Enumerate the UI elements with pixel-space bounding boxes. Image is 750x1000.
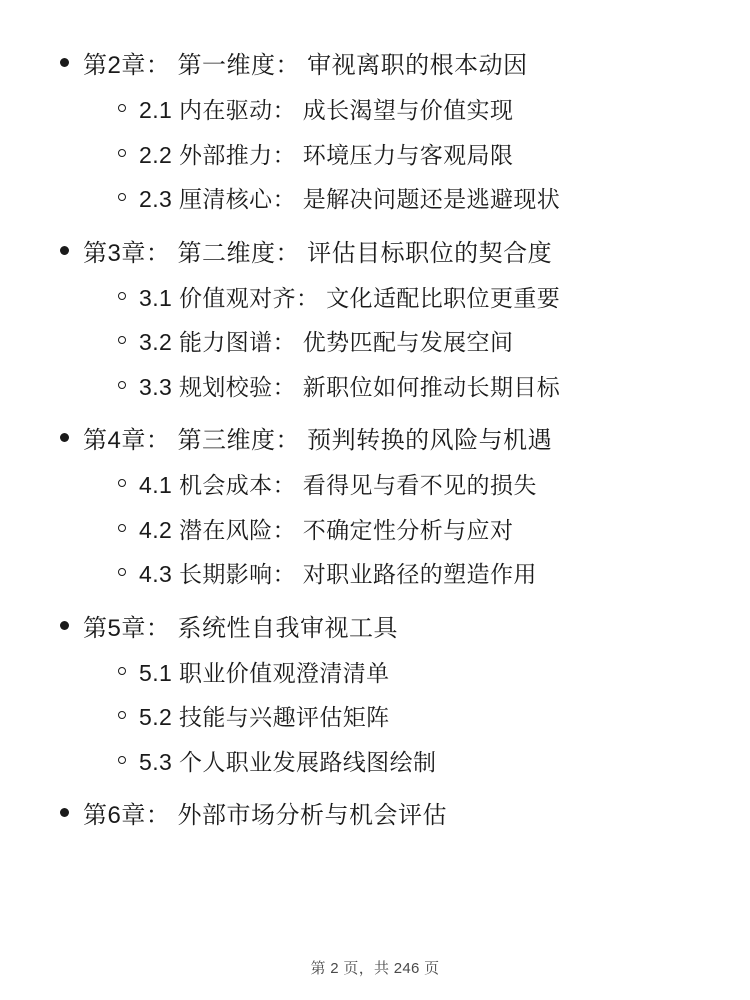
toc-section-item[interactable]	[118, 508, 690, 553]
hollow-bullet-icon	[118, 756, 126, 764]
toc-chapter	[60, 603, 690, 785]
toc-section-title: 3.2 能力图谱： 优势匹配与发展空间	[139, 329, 514, 355]
toc-chapter	[60, 790, 690, 838]
page-footer: 第 2 页，共 246 页	[310, 960, 440, 977]
toc-section-title: 5.3 个人职业发展路线图绘制	[139, 748, 437, 775]
toc-section-title: 5.2 技能与兴趣评估矩阵	[139, 704, 390, 730]
toc-section-item[interactable]	[118, 552, 690, 597]
toc-section-title: 4.3 长期影响： 对职业路径的塑造作用	[139, 561, 537, 587]
hollow-bullet-icon	[118, 524, 126, 532]
toc-chapter-title: 第5章： 系统性自我审视工具	[83, 614, 399, 642]
hollow-bullet-icon	[118, 568, 126, 576]
toc-chapter-title: 第6章： 外部市场分析与机会评估	[83, 802, 448, 829]
toc-section-item[interactable]	[118, 651, 690, 696]
toc-chapter	[60, 40, 690, 222]
hollow-bullet-icon	[118, 292, 126, 300]
toc-section-title: 3.3 规划校验： 新职位如何推动长期目标	[139, 373, 561, 400]
toc-section-list	[60, 651, 690, 785]
hollow-bullet-icon	[118, 381, 126, 389]
hollow-bullet-icon	[118, 193, 126, 201]
solid-bullet-icon	[60, 246, 69, 255]
toc-section-item[interactable]	[118, 320, 690, 365]
toc-section-item[interactable]	[118, 276, 690, 321]
toc-chapter	[60, 415, 690, 597]
toc-chapter-title: 第2章： 第一维度： 审视离职的根本动因	[83, 52, 528, 79]
solid-bullet-icon	[60, 58, 69, 67]
solid-bullet-icon	[60, 808, 69, 817]
toc-section-title: 4.1 机会成本： 看得见与看不见的损失	[139, 472, 537, 498]
toc-section-item[interactable]	[118, 463, 690, 508]
toc-section-list	[60, 463, 690, 597]
toc-section-list	[60, 88, 690, 222]
hollow-bullet-icon	[118, 336, 126, 344]
toc-chapter-heading[interactable]	[60, 603, 690, 651]
table-of-contents	[60, 40, 690, 838]
toc-chapter-heading[interactable]	[60, 40, 690, 88]
toc-section-title: 2.3 厘清核心： 是解决问题还是逃避现状	[139, 186, 561, 212]
solid-bullet-icon	[60, 433, 69, 442]
toc-section-title: 3.1 价值观对齐： 文化适配比职位更重要	[139, 284, 561, 311]
hollow-bullet-icon	[118, 479, 126, 487]
toc-section-title: 4.2 潜在风险： 不确定性分析与应对	[139, 516, 514, 543]
toc-section-list	[60, 276, 690, 410]
toc-section-item[interactable]	[118, 365, 690, 410]
toc-chapter-title: 第3章： 第二维度： 评估目标职位的契合度	[83, 239, 553, 267]
toc-chapter-heading[interactable]	[60, 790, 690, 838]
toc-section-title: 5.1 职业价值观澄清清单	[139, 659, 390, 686]
toc-section-item[interactable]	[118, 133, 690, 178]
hollow-bullet-icon	[118, 104, 126, 112]
toc-chapter-heading[interactable]	[60, 228, 690, 276]
toc-section-item[interactable]	[118, 740, 690, 785]
toc-section-title: 2.2 外部推力： 环境压力与客观局限	[139, 141, 514, 168]
toc-section-item[interactable]	[118, 177, 690, 222]
toc-section-item[interactable]	[118, 695, 690, 740]
solid-bullet-icon	[60, 621, 69, 630]
toc-chapter	[60, 228, 690, 410]
toc-chapter-title: 第4章： 第三维度： 预判转换的风险与机遇	[83, 427, 553, 454]
toc-section-item[interactable]	[118, 88, 690, 133]
hollow-bullet-icon	[118, 149, 126, 157]
hollow-bullet-icon	[118, 667, 126, 675]
toc-section-title: 2.1 内在驱动： 成长渴望与价值实现	[139, 97, 514, 123]
hollow-bullet-icon	[118, 711, 126, 719]
toc-chapter-heading[interactable]	[60, 415, 690, 463]
